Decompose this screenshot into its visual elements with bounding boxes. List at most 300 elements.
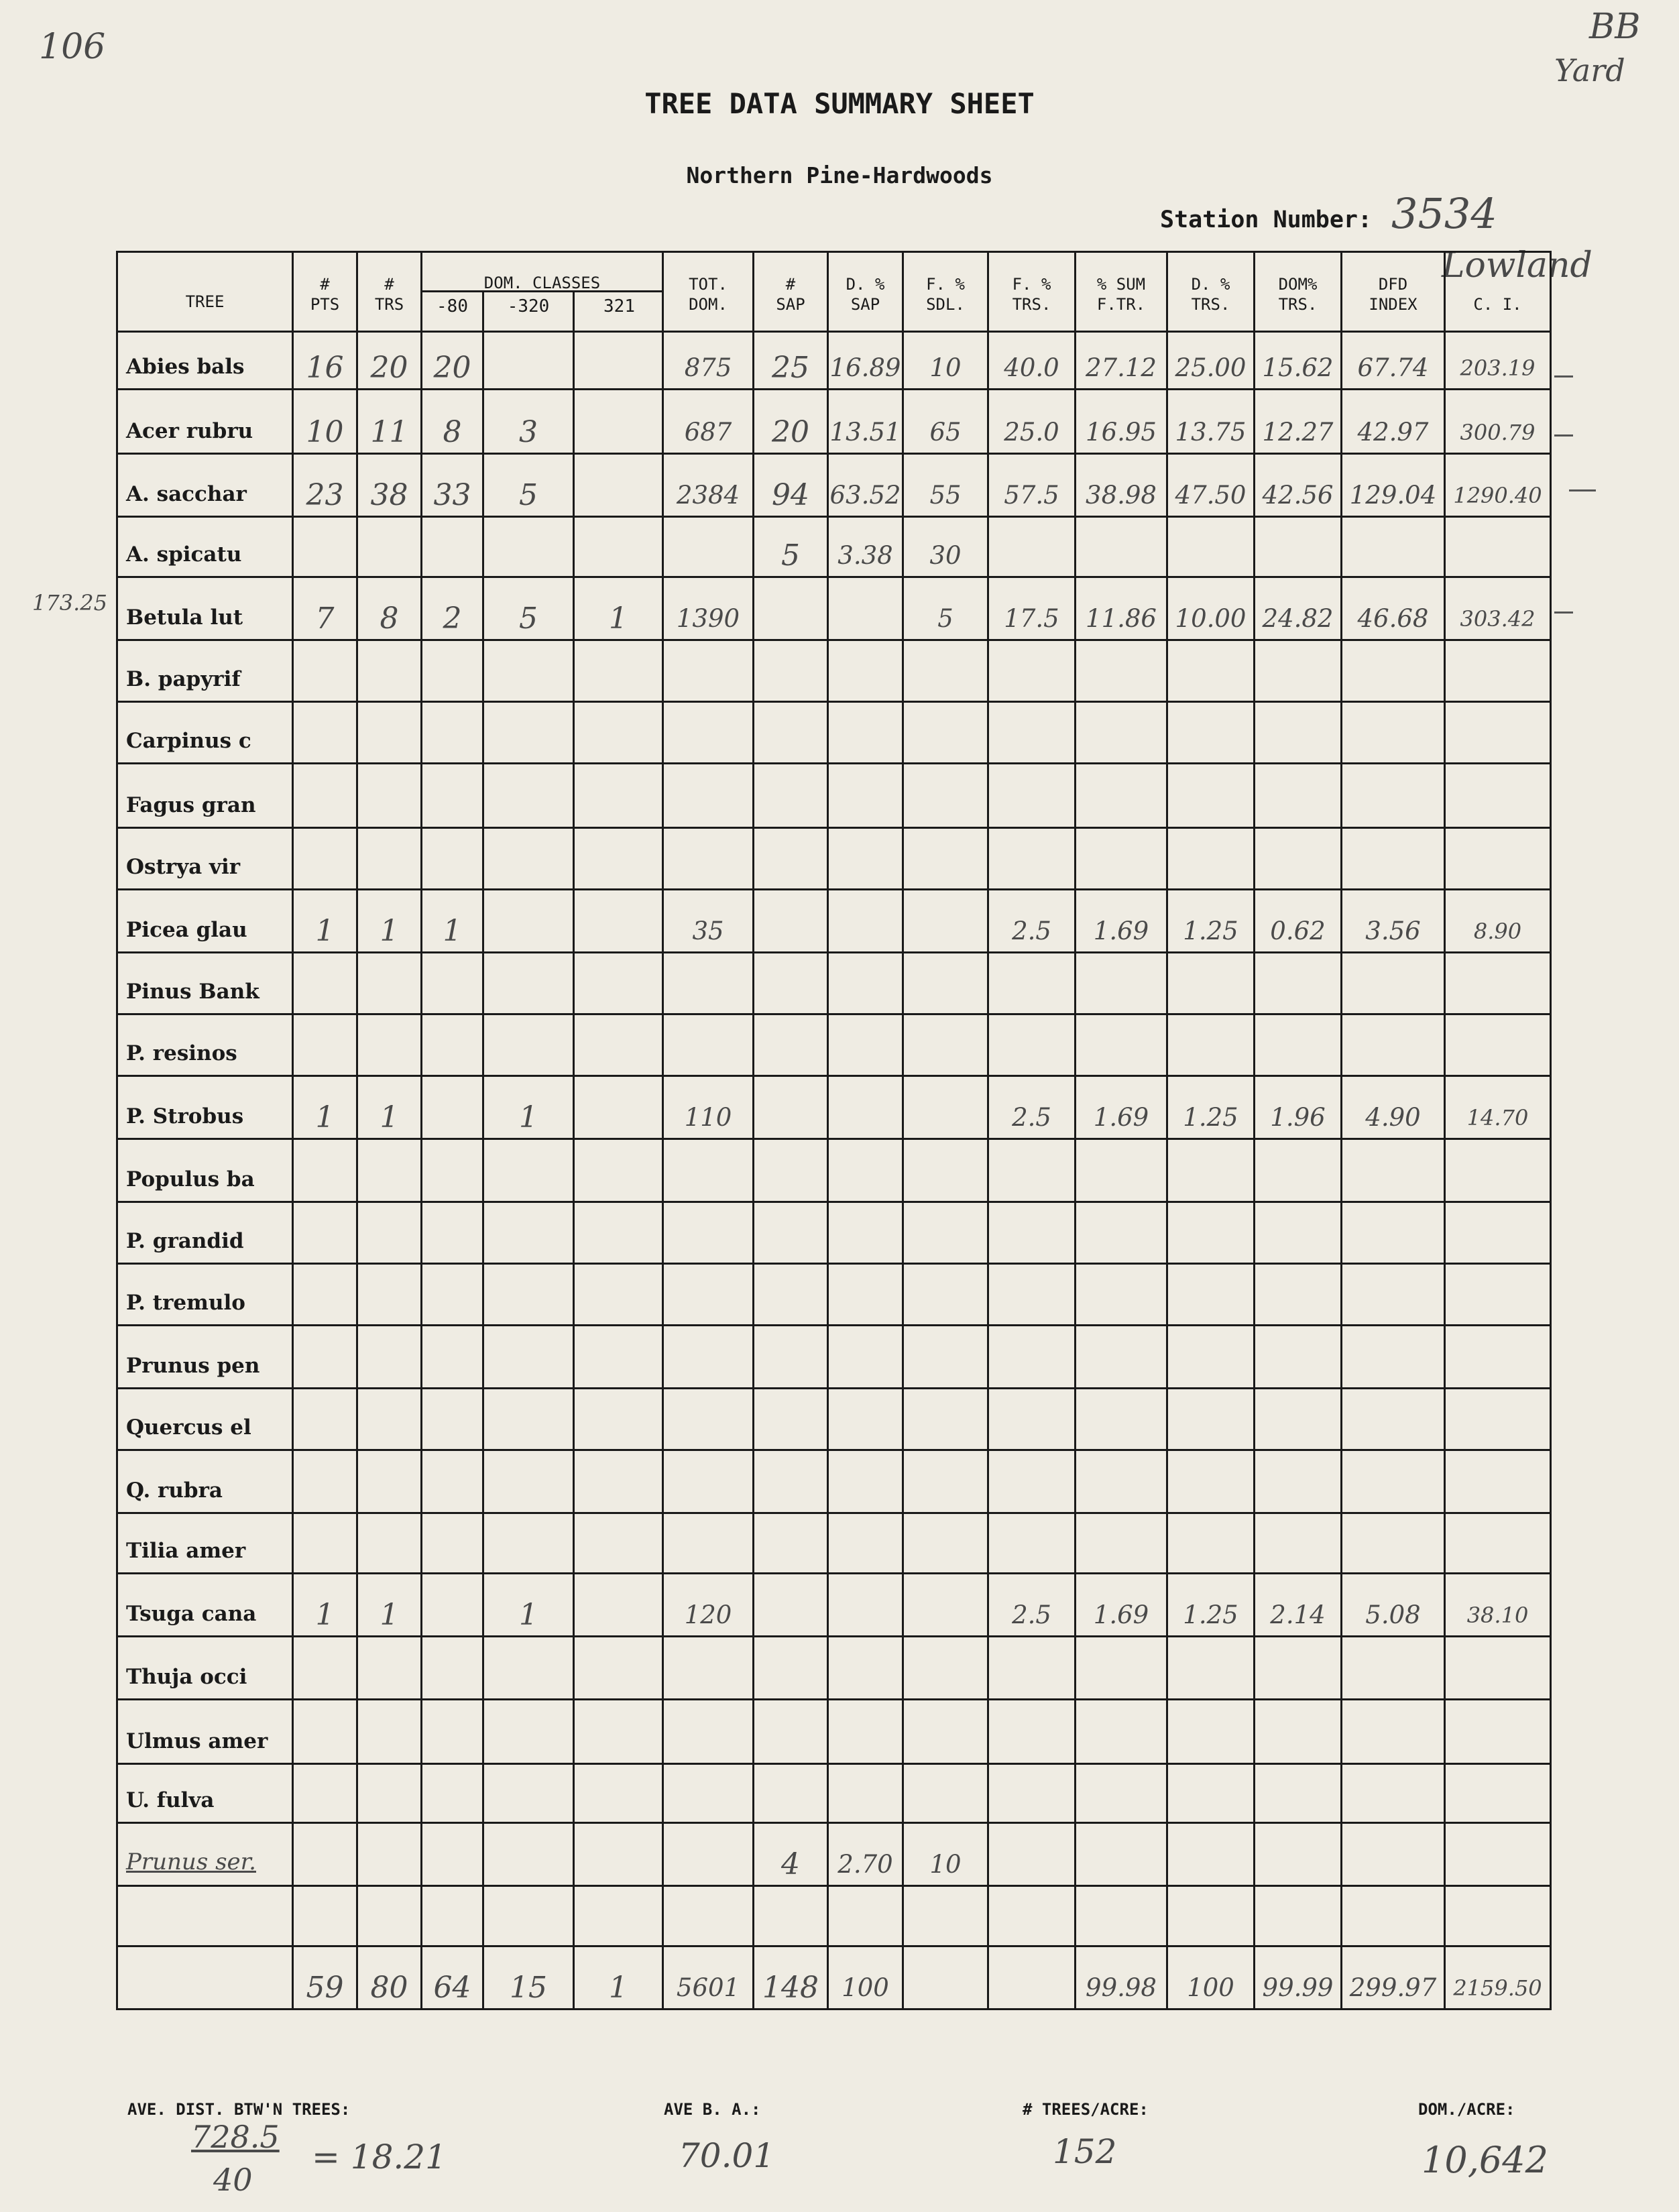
header-dom-320: -320 bbox=[484, 292, 575, 331]
tree-name-cell: Ostrya vir bbox=[117, 828, 293, 890]
table-cell bbox=[1342, 1389, 1445, 1450]
table-cell bbox=[1167, 1823, 1255, 1886]
table-cell bbox=[1167, 640, 1255, 702]
table-cell: 3 bbox=[483, 390, 574, 454]
table-row bbox=[117, 332, 1551, 390]
table-cell: 16.95 bbox=[1076, 390, 1167, 454]
table-cell bbox=[1342, 1886, 1445, 1946]
table-cell: 1 bbox=[357, 1076, 422, 1139]
table-cell bbox=[357, 517, 422, 577]
table-cell bbox=[1445, 1886, 1551, 1946]
table-cell bbox=[663, 1202, 754, 1264]
table-cell: 1.25 bbox=[1167, 1574, 1255, 1637]
table-cell bbox=[903, 640, 988, 702]
table-cell bbox=[483, 517, 574, 577]
tree-name-cell bbox=[117, 1886, 293, 1946]
table-cell bbox=[1167, 1513, 1255, 1574]
table-cell bbox=[903, 1637, 988, 1700]
header-sum-ftr: % SUM F.TR. bbox=[1076, 252, 1167, 332]
table-row bbox=[117, 953, 1551, 1014]
table-cell bbox=[754, 1202, 828, 1264]
table-cell bbox=[293, 1326, 357, 1389]
table-cell bbox=[1076, 1389, 1167, 1450]
table-cell: 1 bbox=[293, 890, 357, 953]
table-cell bbox=[1342, 702, 1445, 764]
table-cell bbox=[1445, 1202, 1551, 1264]
table-cell bbox=[754, 1139, 828, 1202]
table-cell bbox=[828, 1764, 903, 1823]
table-row bbox=[117, 1389, 1551, 1450]
table-cell: 4.90 bbox=[1342, 1076, 1445, 1139]
table-cell bbox=[828, 828, 903, 890]
table-cell bbox=[1076, 1637, 1167, 1700]
table-cell bbox=[754, 1264, 828, 1326]
table-cell bbox=[357, 1823, 422, 1886]
table-cell bbox=[1167, 1326, 1255, 1389]
table-row bbox=[117, 702, 1551, 764]
table-cell bbox=[988, 1264, 1076, 1326]
table-cell: 42.56 bbox=[1255, 454, 1342, 517]
table-cell: 2.5 bbox=[988, 1574, 1076, 1637]
table-cell bbox=[422, 828, 483, 890]
table-cell bbox=[1076, 1886, 1167, 1946]
station-number-value: 3534 bbox=[1391, 189, 1497, 238]
table-row bbox=[117, 1823, 1551, 1886]
table-cell: 25.00 bbox=[1167, 332, 1255, 390]
table-cell bbox=[1076, 640, 1167, 702]
table-cell: 1390 bbox=[663, 577, 754, 640]
table-cell bbox=[1255, 1700, 1342, 1764]
table-cell: 3.38 bbox=[828, 517, 903, 577]
table-cell bbox=[1342, 1264, 1445, 1326]
table-cell bbox=[293, 828, 357, 890]
table-cell bbox=[1255, 1513, 1342, 1574]
table-cell bbox=[574, 390, 663, 454]
margin-dash bbox=[1554, 612, 1573, 614]
table-cell bbox=[574, 1264, 663, 1326]
table-cell bbox=[1445, 1450, 1551, 1513]
table-cell bbox=[1167, 1139, 1255, 1202]
table-cell bbox=[357, 1886, 422, 1946]
table-row bbox=[117, 577, 1551, 640]
table-cell bbox=[483, 1886, 574, 1946]
table-cell bbox=[1255, 1764, 1342, 1823]
table-cell bbox=[422, 1389, 483, 1450]
tree-name-cell: Prunus ser. bbox=[117, 1823, 293, 1886]
table-cell: 11 bbox=[357, 390, 422, 454]
table-cell: 17.5 bbox=[988, 577, 1076, 640]
table-cell: 33 bbox=[422, 454, 483, 517]
total-cell: 59 bbox=[293, 1946, 357, 2010]
station-number-label: Station Number: bbox=[1160, 207, 1373, 233]
ci-column-note: Lowland bbox=[1442, 245, 1593, 286]
table-cell bbox=[988, 828, 1076, 890]
trees-acre-value: 152 bbox=[1053, 2132, 1117, 2171]
header-sap: # SAP bbox=[754, 252, 828, 332]
margin-note: 173.25 bbox=[32, 590, 107, 616]
table-cell bbox=[1167, 953, 1255, 1014]
table-cell bbox=[1342, 640, 1445, 702]
table-cell bbox=[1076, 1764, 1167, 1823]
table-cell: 1290.40 bbox=[1445, 454, 1551, 517]
table-cell bbox=[828, 1574, 903, 1637]
table-cell bbox=[663, 1264, 754, 1326]
table-cell bbox=[1076, 1326, 1167, 1389]
table-cell bbox=[357, 1264, 422, 1326]
table-cell: 47.50 bbox=[1167, 454, 1255, 517]
table-cell bbox=[988, 1823, 1076, 1886]
tree-name-cell: P. Strobus bbox=[117, 1076, 293, 1139]
table-cell bbox=[574, 764, 663, 828]
table-cell: 1 bbox=[357, 1574, 422, 1637]
table-cell: 110 bbox=[663, 1076, 754, 1139]
table-cell bbox=[828, 1202, 903, 1264]
header-dom-80: -80 bbox=[422, 292, 484, 331]
tree-name-cell: Populus ba bbox=[117, 1139, 293, 1202]
table-cell bbox=[1076, 702, 1167, 764]
table-cell bbox=[483, 1637, 574, 1700]
table-cell bbox=[663, 1450, 754, 1513]
table-cell: 63.52 bbox=[828, 454, 903, 517]
table-cell: 0.62 bbox=[1255, 890, 1342, 953]
table-cell bbox=[1342, 1637, 1445, 1700]
table-cell bbox=[574, 953, 663, 1014]
table-cell bbox=[1445, 764, 1551, 828]
table-cell bbox=[1255, 1637, 1342, 1700]
tree-name-cell: Carpinus c bbox=[117, 702, 293, 764]
margin-dash bbox=[1569, 489, 1596, 491]
table-cell: 38.98 bbox=[1076, 454, 1167, 517]
table-cell bbox=[1255, 640, 1342, 702]
table-cell: 7 bbox=[293, 577, 357, 640]
page-number: 106 bbox=[39, 27, 106, 67]
table-cell: 8 bbox=[422, 390, 483, 454]
tree-name-cell: Thuja occi bbox=[117, 1637, 293, 1700]
table-cell bbox=[357, 1637, 422, 1700]
table-cell bbox=[483, 1139, 574, 1202]
tree-name-cell: Prunus pen bbox=[117, 1326, 293, 1389]
table-cell bbox=[357, 1700, 422, 1764]
table-cell: 20 bbox=[357, 332, 422, 390]
table-cell: 10 bbox=[903, 1823, 988, 1886]
table-cell bbox=[293, 1823, 357, 1886]
table-cell bbox=[988, 517, 1076, 577]
table-cell bbox=[1167, 764, 1255, 828]
table-cell: 1.96 bbox=[1255, 1076, 1342, 1139]
table-row bbox=[117, 1700, 1551, 1764]
table-row bbox=[117, 1450, 1551, 1513]
header-dom-321: 321 bbox=[603, 296, 635, 316]
table-cell: 1.69 bbox=[1076, 890, 1167, 953]
table-cell bbox=[293, 953, 357, 1014]
table-cell bbox=[574, 1823, 663, 1886]
margin-dash bbox=[1554, 375, 1573, 377]
table-cell bbox=[483, 1202, 574, 1264]
table-cell bbox=[903, 1574, 988, 1637]
table-cell bbox=[293, 764, 357, 828]
table-cell bbox=[1255, 1450, 1342, 1513]
table-cell bbox=[1255, 1886, 1342, 1946]
total-cell: 80 bbox=[357, 1946, 422, 2010]
total-cell: 15 bbox=[483, 1946, 574, 2010]
table-cell bbox=[293, 1389, 357, 1450]
table-cell: 38.10 bbox=[1445, 1574, 1551, 1637]
tree-name-cell: Picea glau bbox=[117, 890, 293, 953]
table-cell bbox=[988, 1450, 1076, 1513]
table-cell bbox=[422, 702, 483, 764]
table-cell bbox=[1445, 1823, 1551, 1886]
table-cell bbox=[574, 640, 663, 702]
table-cell bbox=[1167, 1389, 1255, 1450]
table-cell: 1 bbox=[422, 890, 483, 953]
table-cell bbox=[828, 953, 903, 1014]
table-cell: 11.86 bbox=[1076, 577, 1167, 640]
table-cell bbox=[574, 1886, 663, 1946]
total-cell: 148 bbox=[754, 1946, 828, 2010]
table-cell bbox=[1445, 828, 1551, 890]
table-cell bbox=[988, 1389, 1076, 1450]
table-cell bbox=[422, 1574, 483, 1637]
table-row bbox=[117, 1886, 1551, 1946]
totals-label-cell bbox=[117, 1946, 293, 2010]
table-cell bbox=[357, 1513, 422, 1574]
table-cell bbox=[754, 828, 828, 890]
table-cell bbox=[663, 1389, 754, 1450]
table-cell bbox=[483, 1326, 574, 1389]
table-cell bbox=[483, 1014, 574, 1076]
table-cell bbox=[483, 1700, 574, 1764]
table-row bbox=[117, 1513, 1551, 1574]
table-cell bbox=[828, 764, 903, 828]
table-cell bbox=[663, 1326, 754, 1389]
table-cell: 10 bbox=[903, 332, 988, 390]
table-cell bbox=[903, 828, 988, 890]
totals-row bbox=[117, 1946, 1551, 2010]
table-cell bbox=[1255, 1139, 1342, 1202]
table-cell bbox=[574, 890, 663, 953]
table-cell bbox=[574, 702, 663, 764]
table-cell: 20 bbox=[422, 332, 483, 390]
table-cell: 1 bbox=[483, 1076, 574, 1139]
table-cell bbox=[483, 640, 574, 702]
table-cell bbox=[1076, 828, 1167, 890]
margin-dash bbox=[1554, 434, 1573, 436]
table-cell bbox=[574, 454, 663, 517]
table-cell bbox=[483, 828, 574, 890]
table-cell bbox=[1255, 1014, 1342, 1076]
table-cell bbox=[1167, 702, 1255, 764]
table-cell bbox=[483, 890, 574, 953]
table-cell bbox=[828, 640, 903, 702]
table-row bbox=[117, 828, 1551, 890]
header-pts: # PTS bbox=[293, 252, 357, 332]
table-cell: 1 bbox=[574, 577, 663, 640]
table-cell: 129.04 bbox=[1342, 454, 1445, 517]
table-cell bbox=[422, 1823, 483, 1886]
table-cell: 2.70 bbox=[828, 1823, 903, 1886]
table-cell: 67.74 bbox=[1342, 332, 1445, 390]
header-dom-classes: DOM. CLASSES -80 -320 321 bbox=[422, 252, 663, 332]
table-row bbox=[117, 1139, 1551, 1202]
table-cell bbox=[1076, 764, 1167, 828]
table-cell bbox=[483, 1764, 574, 1823]
table-cell bbox=[357, 640, 422, 702]
table-cell bbox=[754, 1513, 828, 1574]
tree-name-cell: Pinus Bank bbox=[117, 953, 293, 1014]
table-cell bbox=[1255, 1264, 1342, 1326]
table-cell bbox=[988, 702, 1076, 764]
table-cell: 23 bbox=[293, 454, 357, 517]
table-row bbox=[117, 1202, 1551, 1264]
table-cell bbox=[574, 1076, 663, 1139]
header-d-trs: D. % TRS. bbox=[1167, 252, 1255, 332]
dom-acre-label: DOM./ACRE: bbox=[1418, 2100, 1515, 2119]
table-cell bbox=[422, 640, 483, 702]
tree-name-cell: P. resinos bbox=[117, 1014, 293, 1076]
table-cell bbox=[754, 953, 828, 1014]
table-cell bbox=[903, 1886, 988, 1946]
table-cell bbox=[903, 1513, 988, 1574]
table-cell: 1.69 bbox=[1076, 1574, 1167, 1637]
table-cell bbox=[988, 953, 1076, 1014]
table-cell bbox=[357, 702, 422, 764]
table-cell bbox=[1255, 1389, 1342, 1450]
table-cell bbox=[1342, 1700, 1445, 1764]
header-dom-trs: DOM% TRS. bbox=[1255, 252, 1342, 332]
table-row bbox=[117, 1764, 1551, 1823]
table-cell bbox=[1167, 828, 1255, 890]
table-cell bbox=[1167, 1700, 1255, 1764]
table-cell bbox=[293, 702, 357, 764]
table-cell bbox=[422, 1202, 483, 1264]
table-cell: 1.25 bbox=[1167, 1076, 1255, 1139]
table-cell bbox=[988, 1326, 1076, 1389]
total-cell: 99.98 bbox=[1076, 1946, 1167, 2010]
table-cell bbox=[903, 1014, 988, 1076]
table-cell bbox=[663, 1513, 754, 1574]
table-cell bbox=[903, 1264, 988, 1326]
table-cell bbox=[422, 953, 483, 1014]
table-cell: 20 bbox=[754, 390, 828, 454]
table-cell bbox=[1445, 953, 1551, 1014]
table-cell bbox=[1445, 1139, 1551, 1202]
table-cell bbox=[988, 1764, 1076, 1823]
table-cell bbox=[1342, 1014, 1445, 1076]
table-cell bbox=[988, 1700, 1076, 1764]
table-cell bbox=[903, 953, 988, 1014]
table-row bbox=[117, 390, 1551, 454]
table-cell: 1.69 bbox=[1076, 1076, 1167, 1139]
total-cell: 5601 bbox=[663, 1946, 754, 2010]
table-cell bbox=[1255, 828, 1342, 890]
table-cell bbox=[1255, 517, 1342, 577]
table-cell bbox=[422, 1700, 483, 1764]
table-cell bbox=[1342, 1326, 1445, 1389]
tree-name-cell: A. sacchar bbox=[117, 454, 293, 517]
table-cell bbox=[422, 1886, 483, 1946]
table-cell bbox=[574, 1700, 663, 1764]
table-cell bbox=[1445, 1637, 1551, 1700]
table-cell bbox=[903, 764, 988, 828]
table-cell bbox=[988, 1513, 1076, 1574]
table-cell: 300.79 bbox=[1445, 390, 1551, 454]
tree-name-cell: Acer rubru bbox=[117, 390, 293, 454]
table-cell: 8 bbox=[357, 577, 422, 640]
table-cell bbox=[988, 1202, 1076, 1264]
header-dfd-index: DFD INDEX bbox=[1342, 252, 1445, 332]
table-cell: 5 bbox=[754, 517, 828, 577]
table-cell bbox=[988, 1014, 1076, 1076]
table-row bbox=[117, 640, 1551, 702]
table-cell bbox=[357, 1326, 422, 1389]
table-cell bbox=[574, 1574, 663, 1637]
header-row bbox=[117, 252, 1551, 332]
table-cell: 1 bbox=[357, 890, 422, 953]
table-cell bbox=[828, 1326, 903, 1389]
table-cell bbox=[422, 1764, 483, 1823]
table-cell bbox=[293, 517, 357, 577]
table-cell bbox=[1167, 1202, 1255, 1264]
table-cell bbox=[483, 764, 574, 828]
table-cell: 1.25 bbox=[1167, 890, 1255, 953]
total-cell: 299.97 bbox=[1342, 1946, 1445, 2010]
table-cell bbox=[1167, 1450, 1255, 1513]
table-cell: 3.56 bbox=[1342, 890, 1445, 953]
table-cell: 2.5 bbox=[988, 1076, 1076, 1139]
table-cell bbox=[483, 1823, 574, 1886]
table-cell bbox=[483, 702, 574, 764]
table-cell: 40.0 bbox=[988, 332, 1076, 390]
table-cell bbox=[1255, 1202, 1342, 1264]
table-cell: 35 bbox=[663, 890, 754, 953]
table-cell: 14.70 bbox=[1445, 1076, 1551, 1139]
table-cell bbox=[1342, 1513, 1445, 1574]
table-cell bbox=[293, 1764, 357, 1823]
trees-acre-label: # TREES/ACRE: bbox=[1023, 2100, 1149, 2119]
table-cell bbox=[1445, 1014, 1551, 1076]
table-cell bbox=[574, 1513, 663, 1574]
ave-dist-label: AVE. DIST. BTW'N TREES: bbox=[127, 2100, 351, 2119]
table-cell: 5 bbox=[903, 577, 988, 640]
table-cell bbox=[574, 1450, 663, 1513]
table-cell bbox=[483, 1389, 574, 1450]
table-cell: 5.08 bbox=[1342, 1574, 1445, 1637]
table-cell bbox=[483, 1513, 574, 1574]
table-row bbox=[117, 454, 1551, 517]
table-cell bbox=[1342, 517, 1445, 577]
table-cell bbox=[422, 517, 483, 577]
header-d-sap: D. % SAP bbox=[828, 252, 903, 332]
table-cell bbox=[1255, 702, 1342, 764]
table-cell bbox=[357, 1202, 422, 1264]
table-cell bbox=[988, 1886, 1076, 1946]
table-cell bbox=[1255, 1326, 1342, 1389]
table-cell bbox=[663, 1700, 754, 1764]
table-cell bbox=[574, 1014, 663, 1076]
table-cell bbox=[1076, 953, 1167, 1014]
document-subtitle: Northern Pine-Hardwoods bbox=[686, 162, 993, 188]
table-cell: 303.42 bbox=[1445, 577, 1551, 640]
tree-name-cell: B. papyrif bbox=[117, 640, 293, 702]
table-cell bbox=[1342, 1764, 1445, 1823]
table-cell bbox=[1255, 764, 1342, 828]
dom-acre-value: 10,642 bbox=[1422, 2139, 1548, 2181]
table-cell bbox=[293, 1637, 357, 1700]
ave-dist-result: = 18.21 bbox=[312, 2138, 447, 2176]
table-cell bbox=[1076, 1513, 1167, 1574]
table-cell bbox=[754, 577, 828, 640]
table-cell bbox=[1445, 1764, 1551, 1823]
